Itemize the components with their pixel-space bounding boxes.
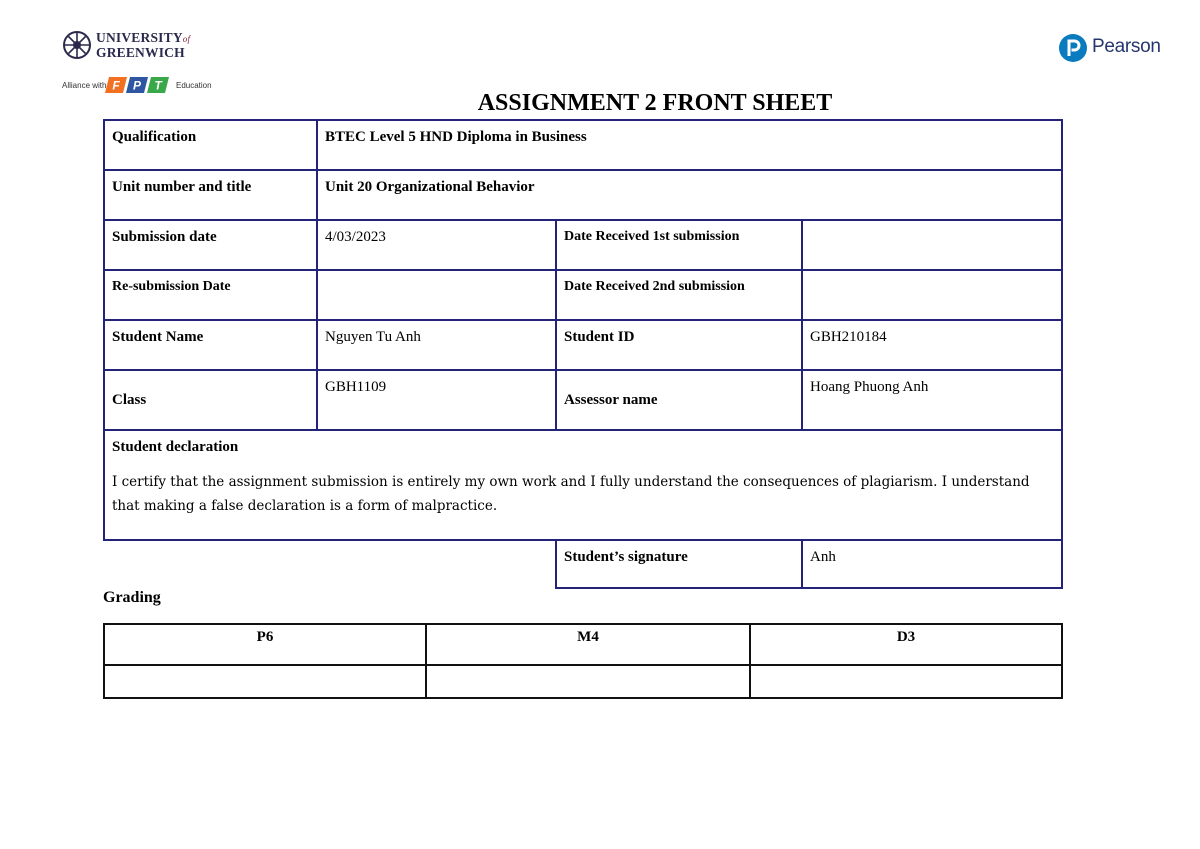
education-text: Education (176, 81, 212, 90)
class-label: Class (104, 370, 317, 430)
grading-heading: Grading (103, 589, 161, 606)
unit-row (104, 170, 1062, 220)
unit-label: Unit number and title (104, 170, 317, 220)
student-name-field[interactable]: Nguyen Tu Anh (317, 320, 556, 370)
date-received-1-label: Date Received 1st submission (556, 220, 802, 270)
date-received-2-field[interactable] (802, 270, 1062, 320)
declaration-text: I certify that the assignment submission is entirely my own work and I fully understand the consequences of plagiarism. I understand that making a false declaration is a form of malpractice. (112, 474, 1030, 514)
signature-row (104, 540, 1062, 588)
student-row (104, 320, 1062, 370)
student-id-label: Student ID (556, 320, 802, 370)
pearson-wordmark: Pearson (1092, 36, 1161, 57)
student-id-field[interactable]: GBH210184 (802, 320, 1062, 370)
student-name-label: Student Name (104, 320, 317, 370)
grade-field-p6[interactable] (104, 665, 426, 698)
signature-spacer (104, 540, 556, 588)
fpt-letter-t: T (154, 78, 162, 93)
university-of-greenwich-logo (62, 30, 202, 62)
resubmission-date-field[interactable] (317, 270, 556, 320)
greenwich-line2: GREENWICH (96, 45, 185, 60)
grade-field-m4[interactable] (426, 665, 750, 698)
signature-label: Student’s signature (556, 540, 802, 588)
qualification-row (104, 120, 1062, 170)
assessor-field[interactable]: Hoang Phuong Anh (802, 370, 1062, 430)
declaration-heading: Student declaration (112, 439, 239, 455)
declaration-cell (104, 430, 1062, 540)
pearson-p-icon (1058, 33, 1088, 63)
grade-header-m4: M4 (426, 624, 750, 665)
greenwich-of: of (182, 34, 191, 44)
assessor-label: Assessor name (556, 370, 802, 430)
resubmission-date-label: Re-submission Date (104, 270, 317, 320)
signature-field[interactable]: Anh (802, 540, 1062, 588)
unit-value: Unit 20 Organizational Behavior (317, 170, 1062, 220)
fpt-letter-f: F (112, 78, 120, 93)
class-field[interactable]: GBH1109 (317, 370, 556, 430)
date-received-1-field[interactable] (802, 220, 1062, 270)
declaration-row (104, 430, 1062, 540)
submission-date-label: Submission date (104, 220, 317, 270)
grading-table (103, 623, 1063, 699)
greenwich-emblem-icon (62, 30, 92, 60)
qualification-label: Qualification (104, 120, 317, 170)
class-row (104, 370, 1062, 430)
alliance-with-text: Alliance with (62, 81, 107, 90)
front-sheet-table (103, 119, 1063, 589)
resubmission-row (104, 270, 1062, 320)
grading-value-row (104, 665, 1062, 698)
submission-date-field[interactable]: 4/03/2023 (317, 220, 556, 270)
grading-header-row (104, 624, 1062, 665)
greenwich-line1: UNIVERSITY (96, 30, 183, 45)
page-title: ASSIGNMENT 2 FRONT SHEET (477, 90, 833, 116)
date-received-2-label: Date Received 2nd submission (556, 270, 802, 320)
fpt-letter-p: P (132, 78, 142, 93)
submission-row (104, 220, 1062, 270)
qualification-value: BTEC Level 5 HND Diploma in Business (317, 120, 1062, 170)
grade-header-d3: D3 (750, 624, 1062, 665)
grade-field-d3[interactable] (750, 665, 1062, 698)
grade-header-p6: P6 (104, 624, 426, 665)
